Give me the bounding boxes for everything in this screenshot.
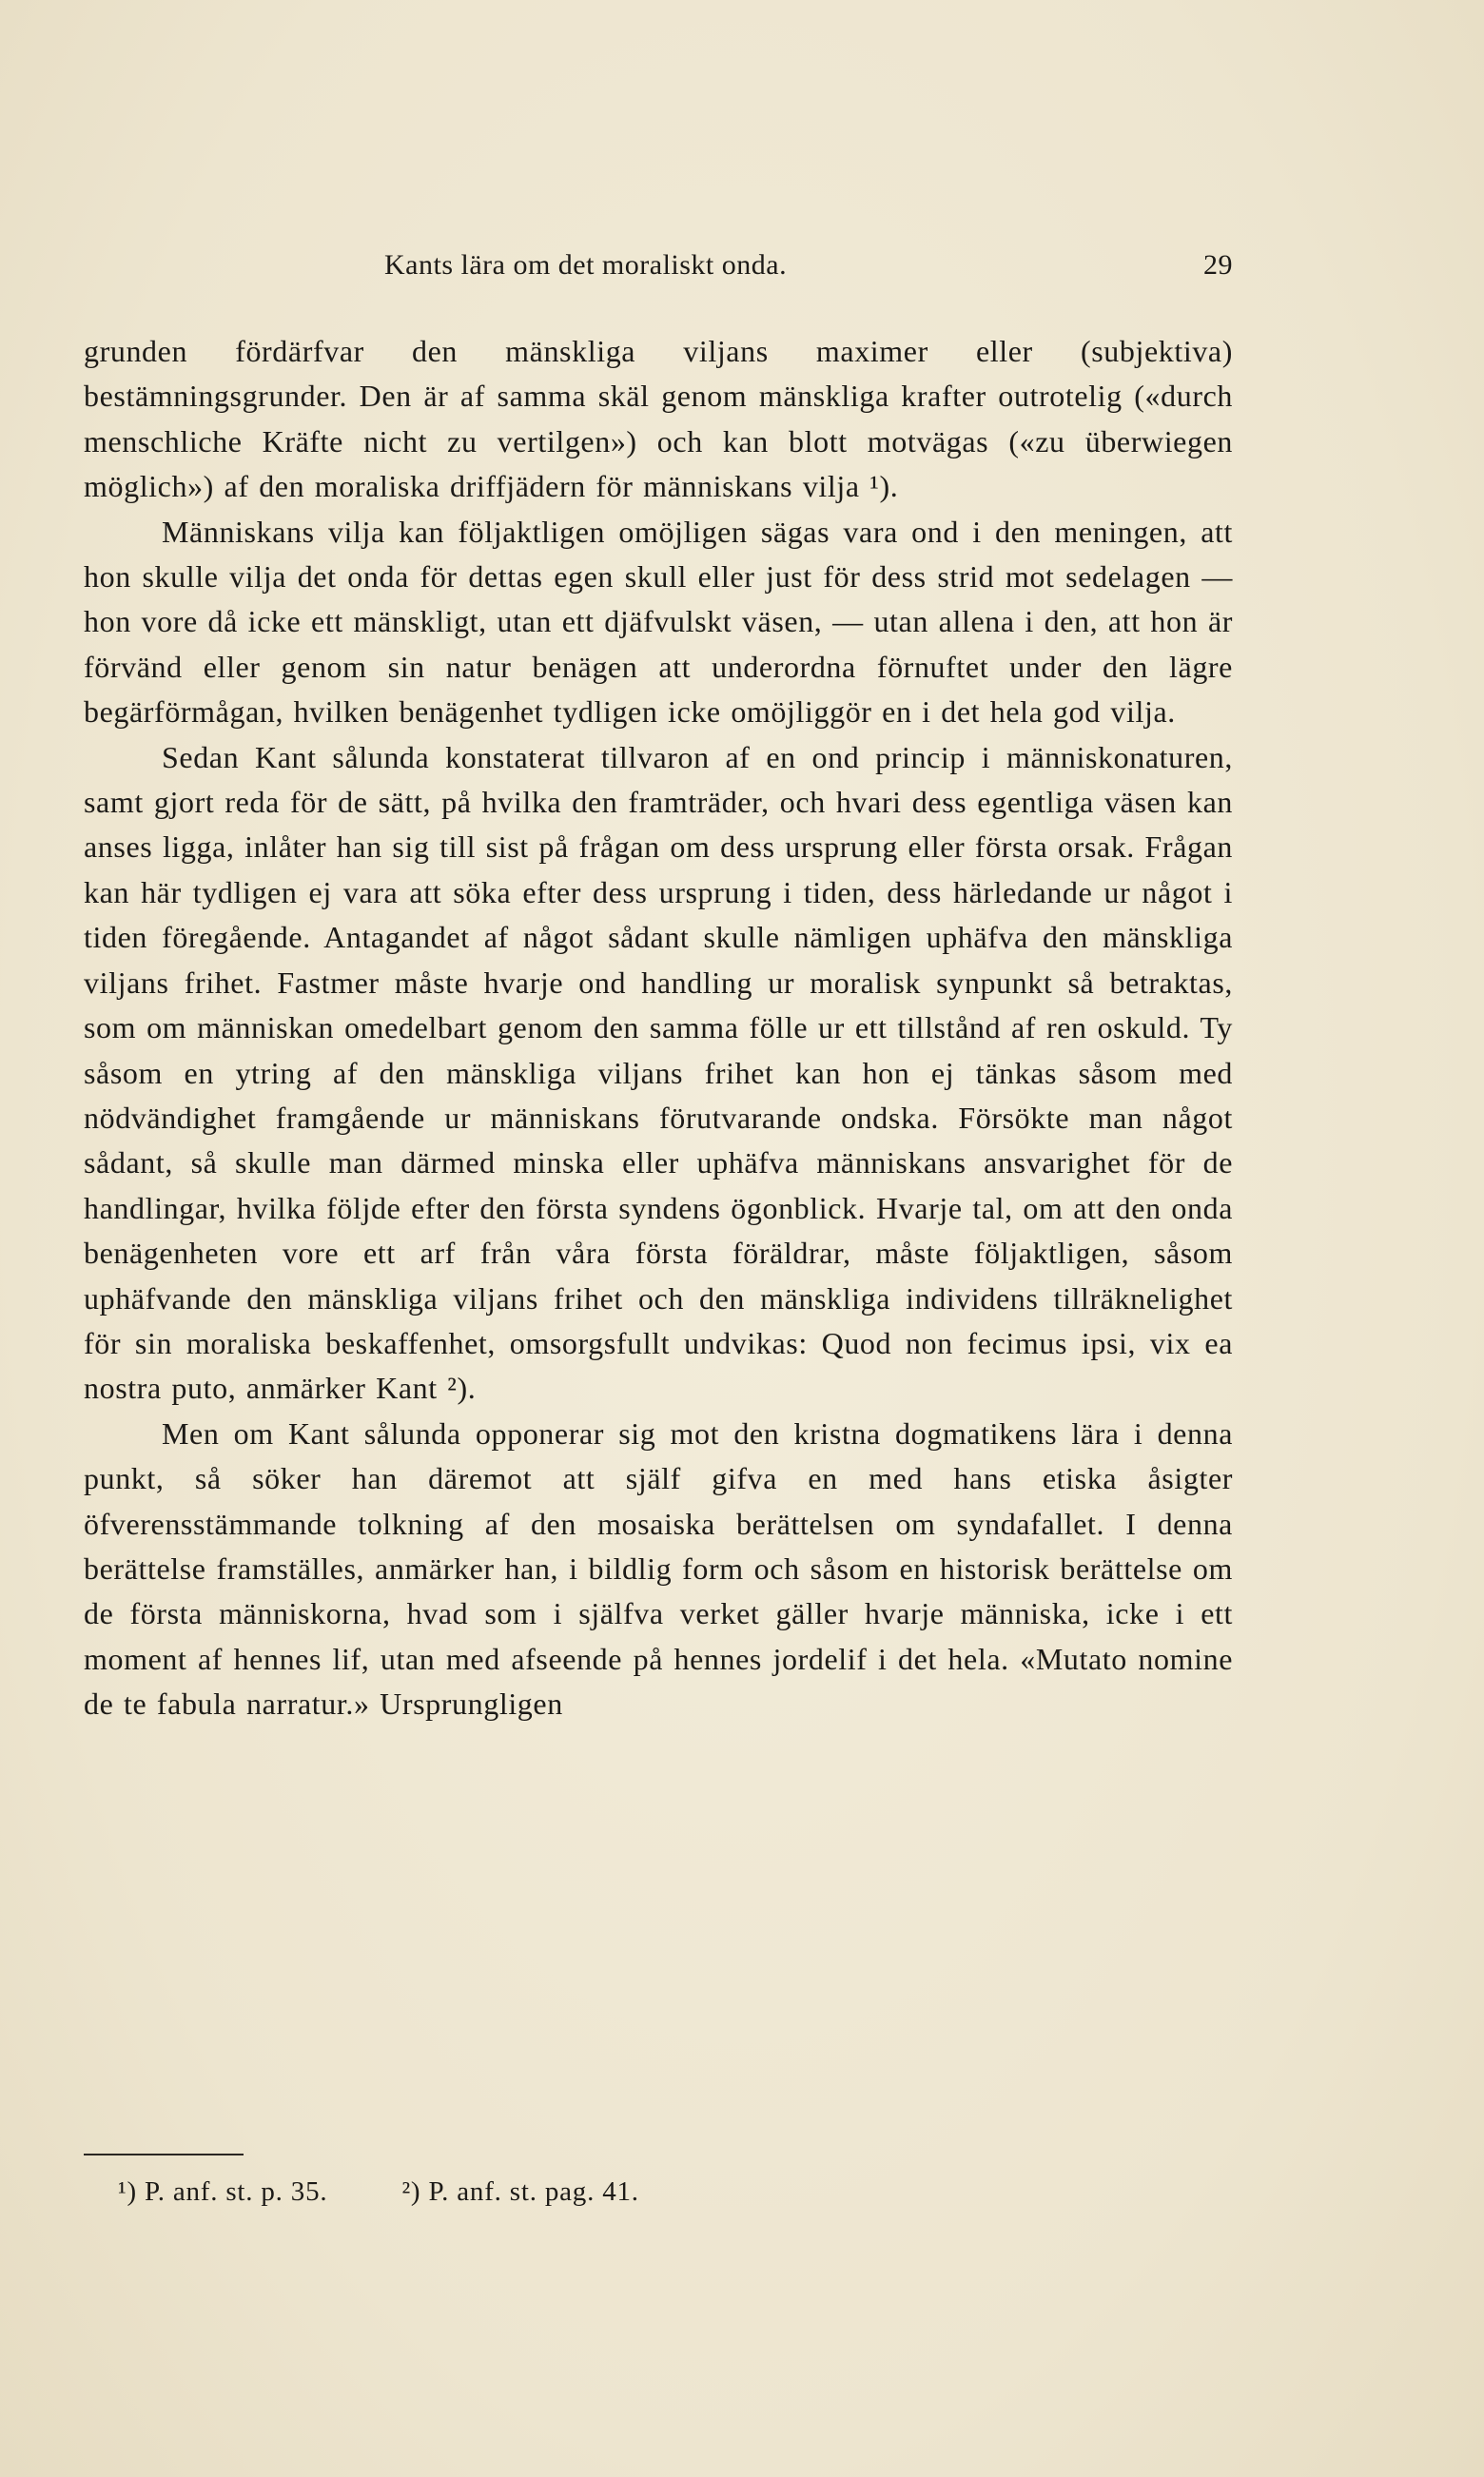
- footnote-rule: [84, 2154, 244, 2155]
- body-text: [84, 329, 1233, 1727]
- footnotes: [118, 2176, 639, 2208]
- paragraph: Människans vilja kan följaktligen omöjligen sägas vara ond i den meningen, att hon skulle vilja det onda för dettas egen skull eller just för dess strid mot sedelagen — hon vore då icke ett mänskligt, utan ett djäfvulskt väsen, — utan allena i den, att hon är förvänd eller genom sin natur benägen att underordna förnuftet under den lägre begärförmågan, hvilken benägenhet tydligen icke omöjliggör en i det hela god vilja.: [84, 514, 1233, 730]
- page-number: 29: [1203, 249, 1233, 281]
- paragraph: Men om Kant sålunda opponerar sig mot den kristna dogmatikens lära i denna punkt, så söker han däremot att själf gifva en med hans etiska åsigter öfverensstämmande tolkning af den mosaiska berättelsen om syndafallet. I denna berättelse framställes, anmärker han, i bildlig form och såsom en historisk berättelse om de första människorna, hvad som i själfva verket gäller hvarje människa, icke i ett moment af hennes lif, utan med afseende på hennes jordelif i det hela. «Mutato nomine de te fabula narratur.» Ursprungligen: [84, 1415, 1233, 1722]
- footnote-2: ²) P. anf. st. pag. 41.: [401, 2176, 639, 2207]
- paragraph: Sedan Kant sålunda konstaterat tillvaron af en ond princip i människonaturen, samt gjort reda för de sätt, på hvilka den framträder, och hvari dess egentliga väsen kan anses ligga, inlåter han sig till sist på frågan om dess ursprung eller första orsak. Frågan kan här tydligen ej vara att söka efter dess ursprung i tiden, dess härledande ur något i tiden föregående. Antagandet af något sådant skulle nämligen uphäfva den mänskliga viljans frihet. Fastmer måste hvarje ond handling ur moralisk synpunkt så betraktas, som om människan omedelbart genom den samma fölle ur ett tillstånd af ren oskuld. Ty såsom en ytring af den mänskliga viljans frihet kan hon ej tänkas såsom med nödvändighet framgående ur människans förutvarande ondska. Försökte man något sådant, så skulle man därmed minska eller uphäfva människans ansvarighet för de handlingar, hvilka följde efter den första syndens ögonblick. Hvarje tal, om att den onda benägenheten vore ett arf från våra första föräldrar, måste följaktligen, såsom uphäfvande den mänskliga viljans frihet och den mänskliga individens tillräknelighet för sin moraliska beskaffenhet, omsorgsfullt undvikas: Quod non fecimus ipsi, vix ea nostra puto, anmärker Kant ²).: [84, 739, 1233, 1406]
- running-title: Kants lära om det moraliskt onda.: [384, 249, 788, 281]
- paragraph-continued: grunden fördärfvar den mänskliga viljans maximer eller (subjektiva) bestämningsgrunder. Den är af samma skäl genom mänskliga krafter outrotelig («durch menschliche Kräfte nicht zu vertilgen») och kan blott motvägas («zu überwiegen möglich») af den moraliska driffjädern för människans vilja ¹).: [84, 334, 1233, 504]
- footnote-1: ¹) P. anf. st. p. 35.: [118, 2176, 328, 2207]
- running-head: [84, 249, 1233, 287]
